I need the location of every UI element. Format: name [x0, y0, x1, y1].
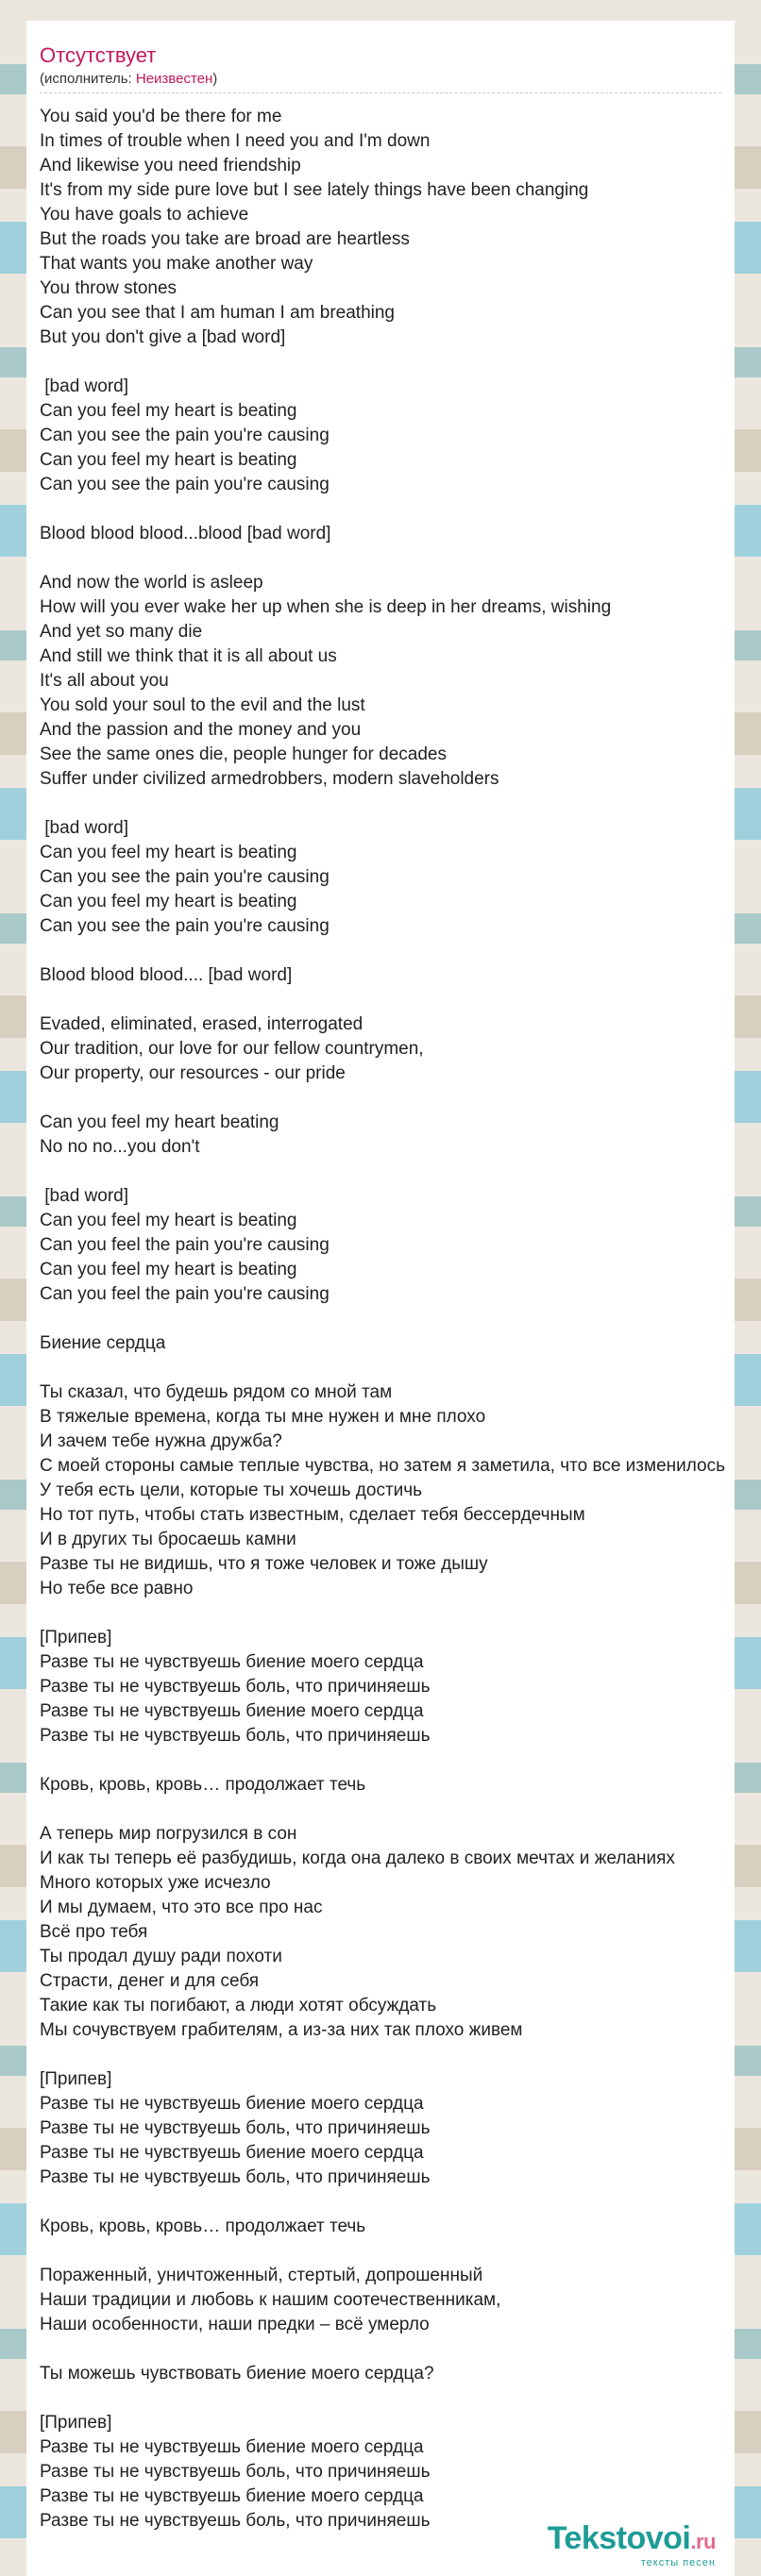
logo-name: Tekstovoi	[547, 2520, 691, 2556]
lyrics-text: You said you'd be there for me In times of trouble when I need you and I'm down And likewise you need friendship It's from my side pure love but I see lately things have been changing You have goals to achieve But the roads you take are broad are heartless That wants you make another way You throw stones Can you see that I am human I am breathing But you don't give a [bad word] [bad word] Can you feel my heart is beating Can you see the pain you're causing Can you feel my heart is beating Can you see the pain you're causing Blood blood blood...blood [bad word] And now the world is asleep How will you ever wake her up when she is deep in her dreams, wishing And yet so many die And still we think that it is all about us It's all about you You sold your soul to the evil and the lust And the passion and the money and you See the same ones die, people hunger for decades Suffer under civilized armedrobbers, modern slaveholders [bad word] Can you feel my heart is beating Can you see the pain you're causing Can you feel my heart is beating Can you see the pain you're causing Blood blood blood.... [bad word] Evaded, eliminated, erased, interrogated Our tradition, our love for our fellow countrymen, Our property, our resources - our pride Can you feel my heart beating No no no...you don't [bad word] Can you feel my heart is beating Can you feel the pain you're causing Can you feel my heart is beating Can you feel the pain you're causing Биение сердца Ты сказал, что будешь рядом со мной там В тяжелые времена, когда ты мне нужен и мне плохо И зачем тебе нужна дружба? С моей стороны самые теплые чувства, но затем я заметила, что все изменилось У тебя есть цели, которые ты хочешь достичь Но тот путь, чтобы стать известным, сделает тебя бессердечным И в других ты бросаешь камни Разве ты не видишь, что я тоже человек и тоже дышу Но тебе все равно [Припев] Разве ты не чувствуешь биение моего сердца Разве ты не чувствуешь боль, что причиняешь Разве ты не чувствуешь биение моего сердца Разве ты не чувствуешь боль, что причиняешь Кровь, кровь, кровь… продолжает течь А теперь мир погрузился в сон И как ты теперь её разбудишь, когда она далеко в своих мечтах и желаниях Много которых уже исчезло И мы думаем, что это все про нас Всё про тебя Ты продал душу ради похоти Страсти, денег и для себя Такие как ты погибают, а люди хотят обсуждать Мы сочувствуем грабителям, а из-за них так плохо живем [Припев] Разве ты не чувствуешь биение моего сердца Разве ты не чувствуешь боль, что причиняешь Разве ты не чувствуешь биение моего сердца Разве ты не чувствуешь боль, что причиняешь Кровь, кровь, кровь… продолжает течь Пораженный, уничтоженный, стертый, допрошенный Наши традиции и любовь к нашим соотечественникам, Наши особенности, наши предки – всё умерло Ты можешь чувствовать биение моего сердца? [Припев] Разве ты не чувствуешь биение моего сердца Разве ты не чувствуешь боль, что причиняешь Разве ты не чувствуешь биение моего сердца Разве ты не чувствуешь боль, что причиняешь	[40, 107, 726, 2531]
artist-line	[40, 70, 721, 93]
logo-tld: .ru	[690, 2530, 716, 2553]
logo-tagline: тексты песен	[640, 2557, 716, 2568]
artist-suffix: )	[212, 71, 218, 87]
artist-link[interactable]: Неизвестен	[135, 71, 213, 87]
site-logo[interactable]	[548, 2521, 716, 2568]
lyrics-card	[26, 21, 735, 2576]
song-title: Отсутствует	[40, 43, 157, 67]
artist-prefix: (исполнитель:	[40, 71, 136, 87]
logo-wordmark	[548, 2521, 716, 2559]
